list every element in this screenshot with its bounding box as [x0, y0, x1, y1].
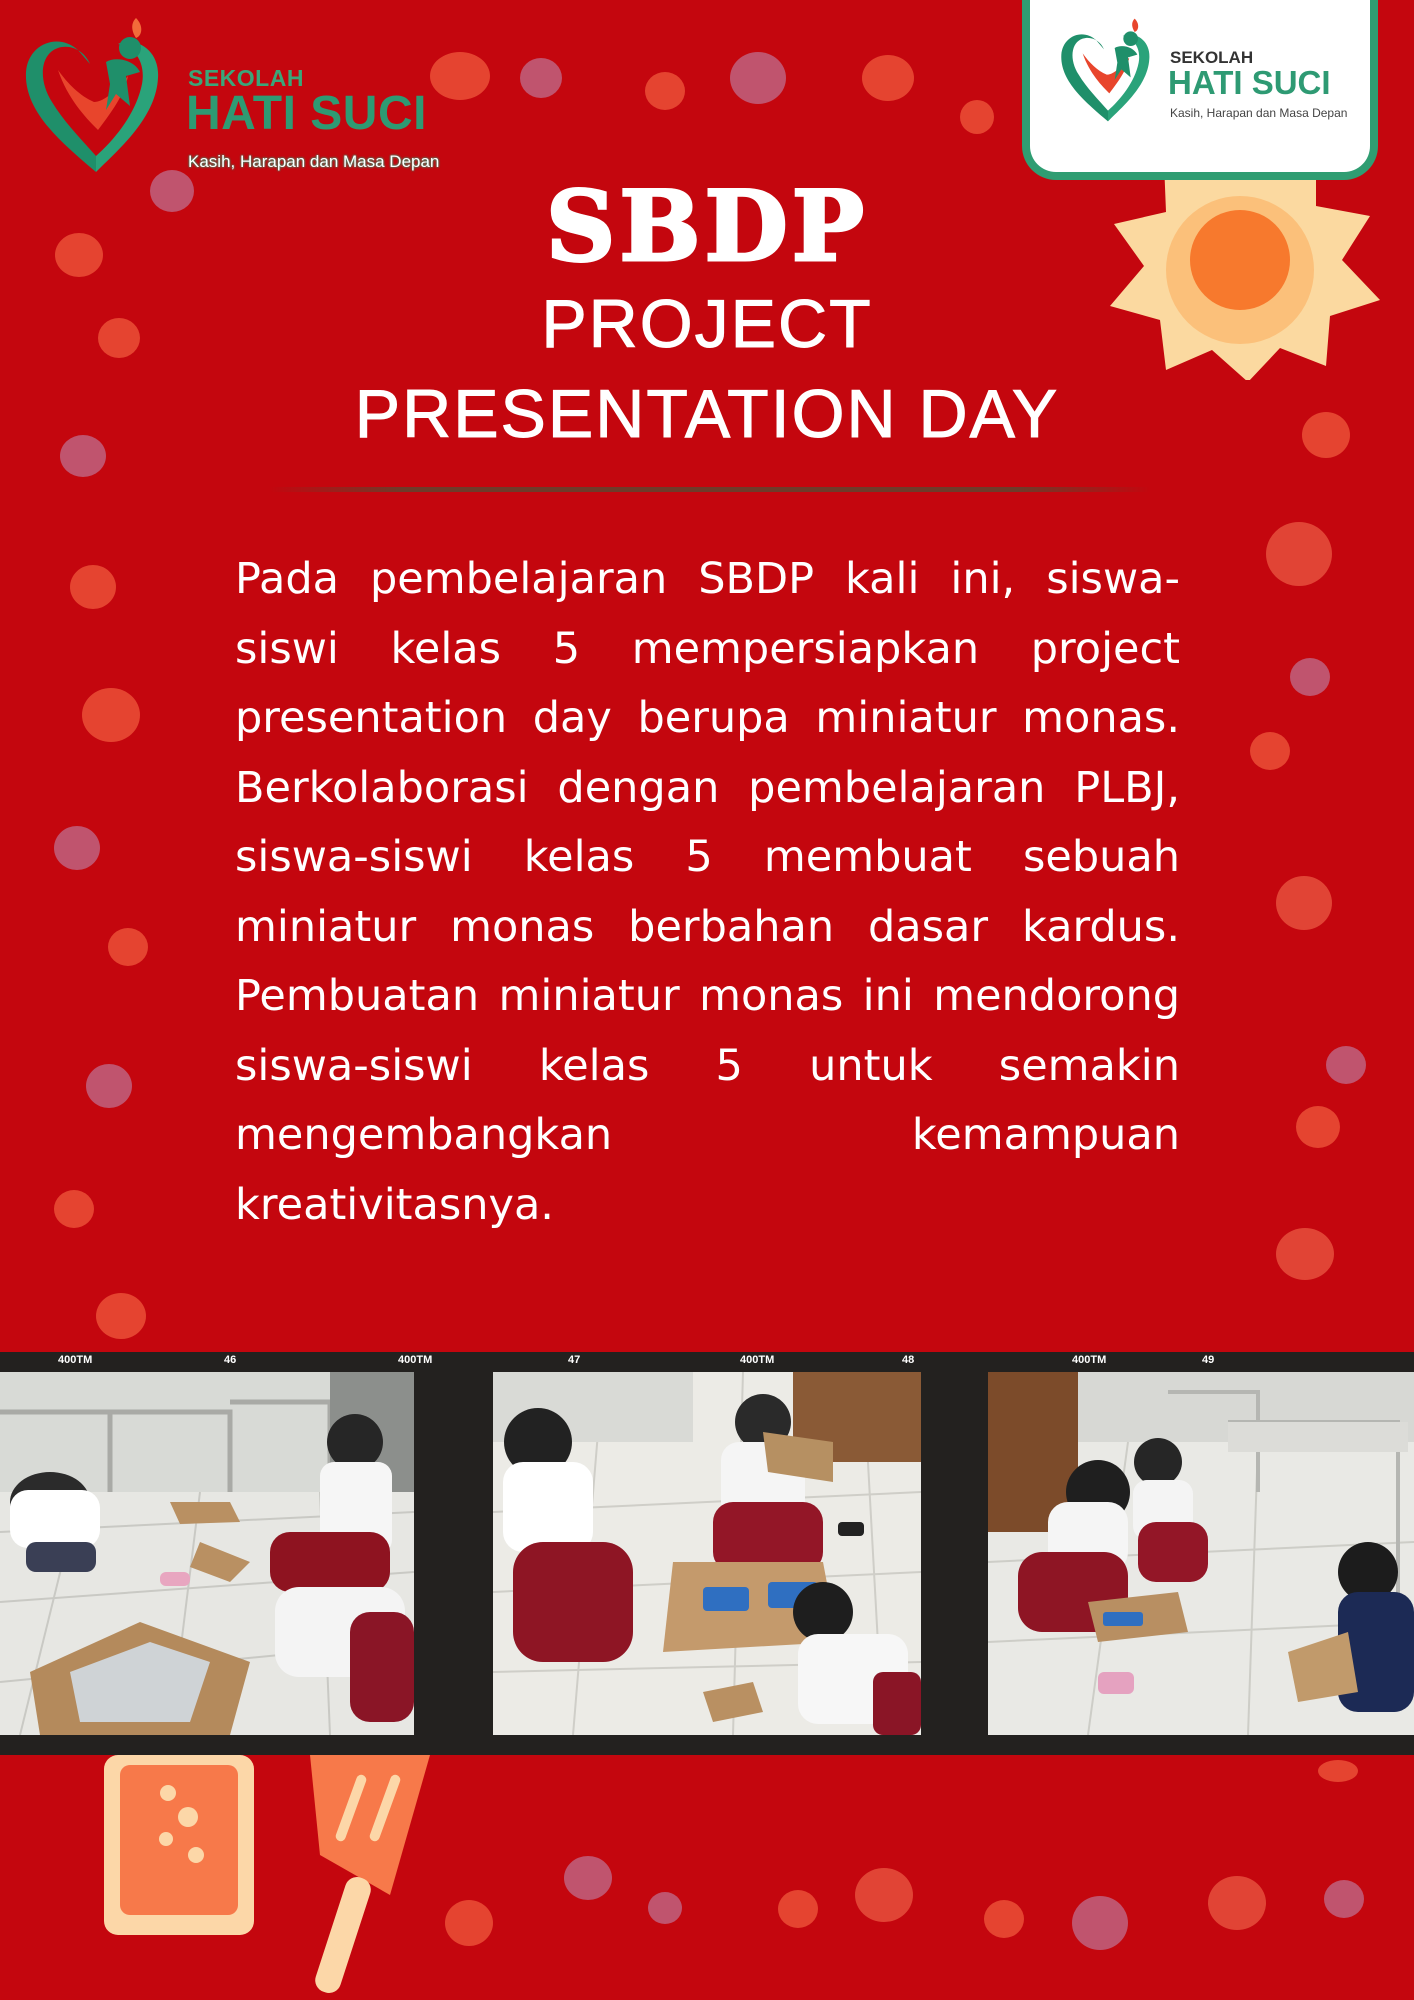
school-logo-card — [1022, 0, 1378, 180]
description-paragraph: Pada pembelajaran SBDP kali ini, siswa-siswi kelas 5 mempersiapkan project presentation day berupa miniatur monas. Berkolaborasi dengan pembelajaran PLBJ, siswa-siswi kelas 5 membuat sebuah miniatur monas berbahan dasar kardus. Pembuatan miniatur monas ini mendorong siswa-siswi kelas 5 untuk semakin mengembangkan kemampuan kreativitasnya. — [235, 554, 1180, 1230]
bubble-decoration — [1276, 876, 1332, 930]
heart-person-logo-icon — [1056, 10, 1156, 130]
bubble-decoration — [984, 1900, 1024, 1938]
logo-tagline: Kasih, Harapan dan Masa Depan — [188, 152, 440, 171]
heart-person-logo-icon — [18, 10, 168, 180]
activity-photo-2 — [493, 1372, 921, 1735]
bubble-decoration — [960, 100, 994, 134]
bubble-decoration — [1250, 732, 1290, 770]
students-cardboard-photo-icon — [493, 1372, 921, 1735]
bubble-decoration — [778, 1890, 818, 1928]
bubble-decoration — [1072, 1896, 1128, 1950]
bubble-decoration — [648, 1892, 682, 1924]
logo-school-word: SEKOLAH — [188, 65, 304, 91]
popsicle-decoration — [280, 1755, 440, 2000]
bubble-decoration — [1290, 658, 1330, 696]
logo-school-name: HATI SUCI — [186, 87, 427, 140]
bubble-decoration — [108, 928, 148, 966]
bubble-decoration — [855, 1868, 913, 1922]
activity-photo-1 — [0, 1372, 414, 1735]
film-frame-label: 46 — [224, 1354, 237, 1366]
page-title: SBDP — [546, 170, 868, 283]
page-subtitle-line-1: PROJECT — [541, 286, 873, 362]
photo-filmstrip — [0, 1352, 1414, 1755]
bubble-decoration — [1276, 1228, 1334, 1280]
students-cardboard-photo-icon — [988, 1372, 1414, 1735]
film-frame-label: 400TM — [1072, 1354, 1107, 1366]
bubble-decoration — [1326, 1046, 1366, 1084]
bubble-decoration — [54, 826, 100, 870]
bubble-decoration — [1324, 1880, 1364, 1918]
bubble-decoration — [96, 1293, 146, 1339]
bubble-decoration — [1208, 1876, 1266, 1930]
film-frame-label: 400TM — [58, 1354, 93, 1366]
students-cardboard-photo-icon — [0, 1372, 414, 1735]
bubble-decoration — [82, 688, 140, 742]
logo-card-school-name: HATI SUCI — [1168, 64, 1331, 101]
film-frame-label: 48 — [902, 1354, 915, 1366]
film-frame-label: 400TM — [740, 1354, 775, 1366]
film-frame-label: 47 — [568, 1354, 581, 1366]
bubble-decoration — [564, 1856, 612, 1900]
bubble-decoration — [730, 52, 786, 104]
bubble-decoration — [445, 1900, 493, 1946]
bubble-decoration — [862, 55, 914, 101]
bubble-decoration — [520, 58, 562, 98]
bubble-decoration — [70, 565, 116, 609]
page-subtitle-line-2: PRESENTATION DAY — [354, 376, 1060, 452]
title-divider — [270, 487, 1150, 492]
bubble-decoration — [1318, 1760, 1358, 1782]
bubble-decoration — [645, 72, 685, 110]
film-frame-label: 400TM — [398, 1354, 433, 1366]
drink-glass-decoration — [104, 1755, 254, 2000]
bubble-decoration — [54, 1190, 94, 1228]
film-frame-label: 49 — [1202, 1354, 1215, 1366]
logo-card-tagline: Kasih, Harapan dan Masa Depan — [1170, 106, 1348, 120]
bubble-decoration — [1296, 1106, 1340, 1148]
bubble-decoration — [86, 1064, 132, 1108]
school-logo-left — [18, 10, 488, 180]
activity-photo-3 — [988, 1372, 1414, 1735]
bubble-decoration — [1266, 522, 1332, 586]
logo-card-school-word: SEKOLAH — [1170, 48, 1254, 67]
